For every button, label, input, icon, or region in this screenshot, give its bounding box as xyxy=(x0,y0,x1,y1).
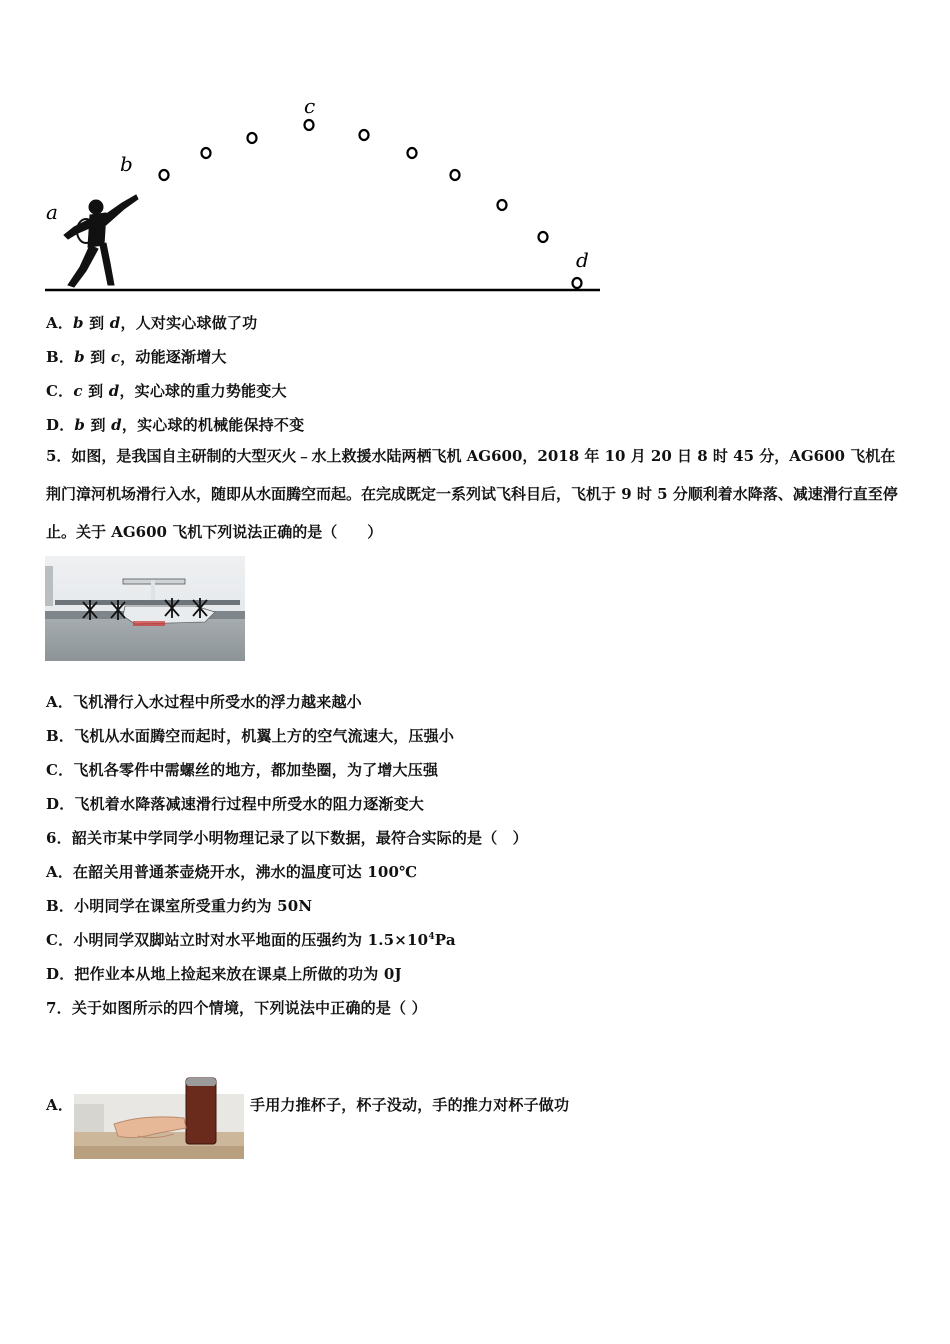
seaplane-photo xyxy=(45,556,245,661)
q6-option-b: B．小明同学在课室所受重力约为 50N xyxy=(46,897,313,915)
q5-stem: 5．如图，是我国自主研制的大型灭火﹣水上救援水陆两栖飞机 AG600，2018 年 10 月 20 日 8 时 45 分，AG600 飞机在荆门漳河机场滑行入水，随即从水面腾空而起。在完成既定一系列试飞科目后，飞机于 9 时 5 分顺利着水降落、减速滑行直至停止。关于 AG600 飞机下列说法正确的是（ ） xyxy=(46,447,898,541)
q6-option-c: C．小明同学双脚站立时对水平地面的压强约为 $1.5\times 10^4Pa$ xyxy=(46,931,456,949)
q7-stem: 7．关于如图所示的四个情境，下列说法中正确的是（ ） xyxy=(46,999,427,1017)
q5-option-a: A．飞机滑行入水过程中所受水的浮力越来越小 xyxy=(46,693,362,711)
point-b-label: b xyxy=(120,152,133,176)
point-d-label: d xyxy=(576,248,589,272)
shotput-trajectory-figure xyxy=(40,95,610,300)
q6-option-d: D．把作业本从地上捡起来放在课桌上所做的功为 0J xyxy=(46,965,402,983)
q4-option-a: A．b 到 d，人对实心球做了功 xyxy=(46,314,258,332)
point-a-label: a xyxy=(46,200,58,224)
q7-option-a-text: 手用力推杯子，杯子没动，手的推力对杯子做功 xyxy=(250,1096,570,1114)
q5-option-b: B．飞机从水面腾空而起时，机翼上方的空气流速大，压强小 xyxy=(46,727,455,745)
q6-option-a: A．在韶关用普通茶壶烧开水，沸水的温度可达 100℃ xyxy=(46,863,418,881)
q6-stem: 6．韶关市某中学同学小明物理记录了以下数据，最符合实际的是（ ） xyxy=(46,829,528,847)
q7-option-a-key: A． xyxy=(46,1096,74,1114)
q5-option-c: C．飞机各零件中需螺丝的地方，都加垫圈，为了增大压强 xyxy=(46,761,439,779)
q4-option-b: B．b 到 c，动能逐渐增大 xyxy=(46,348,227,366)
q4-option-c: C．c 到 d，实心球的重力势能变大 xyxy=(46,382,287,400)
q5-option-d: D．飞机着水降落减速滑行过程中所受水的阻力逐渐变大 xyxy=(46,795,425,813)
q4-option-d: D．b 到 d，实心球的机械能保持不变 xyxy=(46,416,305,434)
point-c-label: c xyxy=(304,95,316,118)
hand-pushing-cup-photo xyxy=(74,1074,244,1159)
